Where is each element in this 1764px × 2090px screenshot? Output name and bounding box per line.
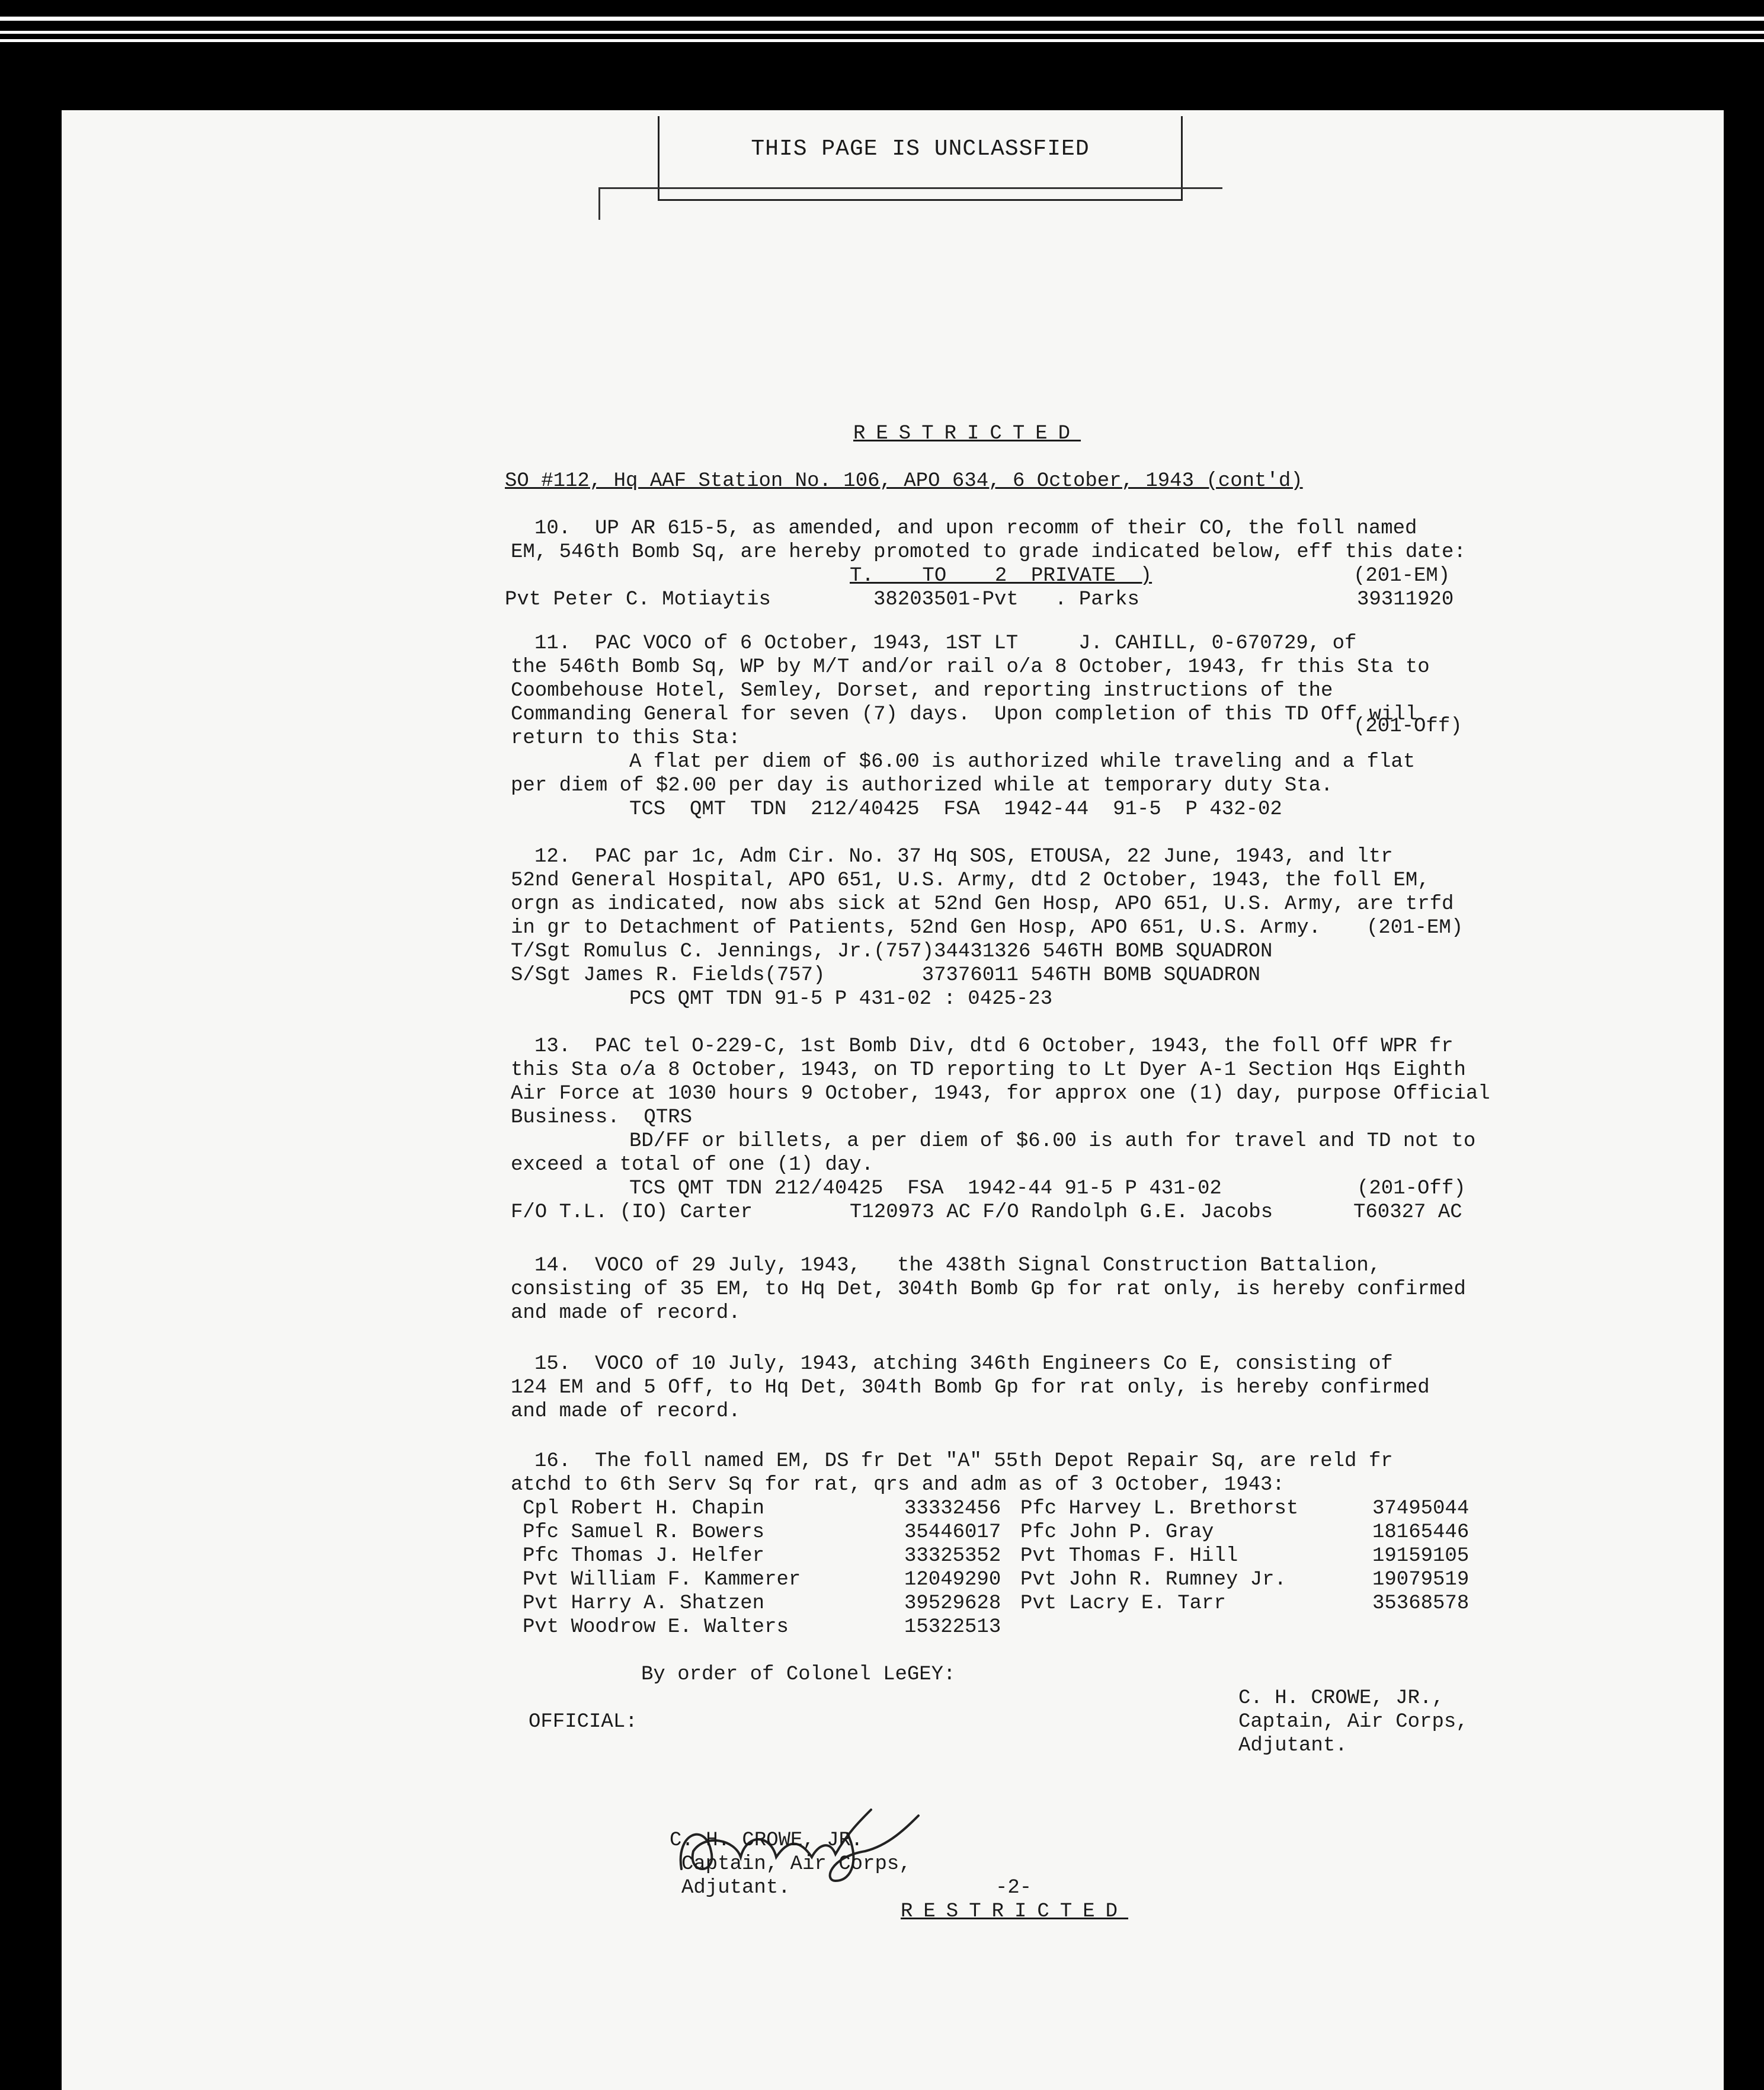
para-15-line-3: and made of record.	[511, 1400, 741, 1423]
para-13-ref: (201-Off)	[1357, 1177, 1466, 1200]
para-14-line-2: consisting of 35 EM, to Hq Det, 304th Bomb Gp for rat only, is hereby confirmed	[511, 1278, 1466, 1301]
roster-right-name: Pfc John P. Gray	[1020, 1521, 1214, 1544]
top-rule-3	[0, 39, 1764, 42]
roster-left-serial: 35446017	[904, 1521, 1001, 1544]
stamp-text: THIS PAGE IS UNCLASSFIED	[751, 136, 1090, 162]
para-11-line-4: Commanding General for seven (7) days. Upon completion of this TD Off will	[511, 703, 1418, 726]
para-10-line-3: T. TO 2 PRIVATE )	[850, 565, 1152, 587]
para-10-ref: (201-EM)	[1353, 565, 1451, 587]
para-13-mid: T120973 AC F/O Randolph G.E. Jacobs	[850, 1201, 1273, 1224]
roster-right-serial: 19159105	[1372, 1545, 1470, 1567]
para-10-line-2: EM, 546th Bomb Sq, are hereby promoted to grade indicated below, eff this date:	[511, 541, 1466, 564]
para-13-line-2: this Sta o/a 8 October, 1943, on TD reporting to Lt Dyer A-1 Section Hqs Eighth	[511, 1059, 1466, 1081]
para-13-line-5: BD/FF or billets, a per diem of $6.00 is auth for travel and TD not to	[629, 1130, 1476, 1153]
para-13-line-1: 13. PAC tel O-229-C, 1st Bomb Div, dtd 6 October, 1943, the foll Off WPR fr	[534, 1035, 1454, 1058]
para-10-serial: 39311920	[1357, 588, 1454, 611]
para-11-line-3: Coombehouse Hotel, Semley, Dorset, and reporting instructions of the	[511, 680, 1333, 702]
para-12-line-7: PCS QMT TDN 91-5 P 431-02 : 0425-23	[629, 988, 1053, 1010]
classification-footer: RESTRICTED	[901, 1900, 1129, 1923]
para-12-line-4: in gr to Detachment of Patients, 52nd Gen Hosp, APO 651, U.S. Army.	[511, 917, 1321, 939]
roster-right-name: Pfc Harvey L. Brethorst	[1020, 1497, 1299, 1520]
para-16-line-1: 16. The foll named EM, DS fr Det "A" 55th Depot Repair Sq, are reld fr	[534, 1450, 1393, 1473]
roster-left-serial: 15322513	[904, 1616, 1001, 1638]
order-by-line: By order of Colonel LeGEY:	[641, 1663, 956, 1686]
para-11-line-7: per diem of $2.00 per day is authorized while at temporary duty Sta.	[511, 774, 1333, 797]
right-signature-role: Adjutant.	[1238, 1734, 1347, 1757]
roster-left-name: Cpl Robert H. Chapin	[523, 1497, 765, 1520]
para-15-line-2: 124 EM and 5 Off, to Hq Det, 304th Bomb Gp for rat only, is hereby confirmed	[511, 1377, 1430, 1399]
roster-left-name: Pfc Thomas J. Helfer	[523, 1545, 765, 1567]
roster-right-serial: 35368578	[1372, 1592, 1470, 1615]
order-line: SO #112, Hq AAF Station No. 106, APO 634, 6 October, 1943 (cont'd)	[505, 470, 1303, 492]
top-rule-2	[0, 31, 1764, 34]
para-13-line-7: TCS QMT TDN 212/40425 FSA 1942-44 91-5 P 431-02	[629, 1177, 1222, 1200]
roster-right-name: Pvt John R. Rumney Jr.	[1020, 1569, 1286, 1591]
para-11-line-2: the 546th Bomb Sq, WP by M/T and/or rail o/a 8 October, 1943, fr this Sta to	[511, 656, 1430, 678]
roster-right-serial: 18165446	[1372, 1521, 1470, 1544]
para-12-line-2: 52nd General Hospital, APO 651, U.S. Army, dtd 2 October, 1943, the foll EM,	[511, 869, 1430, 892]
roster-left-serial: 33332456	[904, 1497, 1001, 1520]
page-number: -2-	[995, 1877, 1032, 1899]
roster-left-name: Pvt Woodrow E. Walters	[523, 1616, 789, 1638]
top-rule-1	[0, 17, 1764, 21]
para-15-line-1: 15. VOCO of 10 July, 1943, atching 346th Engineers Co E, consisting of	[534, 1353, 1393, 1375]
para-13-serial: T60327 AC	[1353, 1201, 1462, 1224]
para-11-line-6: A flat per diem of $6.00 is authorized while traveling and a flat	[629, 751, 1416, 773]
para-13-line-3: Air Force at 1030 hours 9 October, 1943, for approx one (1) day, purpose Official	[511, 1083, 1490, 1105]
roster-left-serial: 39529628	[904, 1592, 1001, 1615]
roster-right-name: Pvt Lacry E. Tarr	[1020, 1592, 1226, 1615]
para-13-name-1: F/O T.L. (IO) Carter	[511, 1201, 753, 1224]
para-11-line-1: 11. PAC VOCO of 6 October, 1943, 1ST LT J. CAHILL, 0-670729, of	[534, 632, 1357, 655]
para-10-line-1: 10. UP AR 615-5, as amended, and upon recomm of their CO, the foll named	[534, 517, 1417, 540]
para-10-name: Pvt Peter C. Motiaytis	[505, 588, 771, 611]
para-14-line-1: 14. VOCO of 29 July, 1943, the 438th Signal Construction Battalion,	[534, 1254, 1381, 1277]
signature-role: Adjutant.	[681, 1877, 790, 1899]
classification-header: RESTRICTED	[853, 423, 1081, 445]
official-label: OFFICIAL:	[529, 1711, 638, 1733]
para-13-line-6: exceed a total of one (1) day.	[511, 1154, 874, 1176]
para-14-line-3: and made of record.	[511, 1302, 741, 1324]
para-12-line-6: S/Sgt James R. Fields(757) 37376011 546TH BOMB SQUADRON	[511, 964, 1261, 987]
para-16-line-2: atchd to 6th Serv Sq for rat, qrs and adm as of 3 October, 1943:	[511, 1474, 1285, 1496]
right-signature-name: C. H. CROWE, JR.,	[1238, 1687, 1444, 1710]
signature-title: Captain, Air Corps,	[681, 1853, 911, 1875]
roster-left-name: Pfc Samuel R. Bowers	[523, 1521, 765, 1544]
para-11-line-5: return to this Sta:	[511, 727, 741, 750]
para-11-ref: (201-Off)	[1353, 715, 1462, 738]
stamp-bracket	[598, 187, 1222, 220]
roster-right-serial: 19079519	[1372, 1569, 1470, 1591]
para-10-mid: 38203501-Pvt . Parks	[873, 588, 1139, 611]
right-signature-title: Captain, Air Corps,	[1238, 1711, 1468, 1733]
roster-left-name: Pvt William F. Kammerer	[523, 1569, 801, 1591]
roster-left-serial: 33325352	[904, 1545, 1001, 1567]
document-page	[62, 110, 1724, 2090]
para-11-line-8: TCS QMT TDN 212/40425 FSA 1942-44 91-5 P 432-02	[629, 798, 1282, 821]
roster-right-name: Pvt Thomas F. Hill	[1020, 1545, 1238, 1567]
para-12-line-1: 12. PAC par 1c, Adm Cir. No. 37 Hq SOS, ETOUSA, 22 June, 1943, and ltr	[534, 846, 1393, 868]
para-12-ref: (201-EM)	[1366, 917, 1464, 939]
roster-right-serial: 37495044	[1372, 1497, 1470, 1520]
roster-left-name: Pvt Harry A. Shatzen	[523, 1592, 765, 1615]
roster-left-serial: 12049290	[904, 1569, 1001, 1591]
signature-name: C. H. CROWE, JR.	[670, 1829, 863, 1852]
para-13-line-4: Business. QTRS	[511, 1106, 693, 1129]
para-12-line-5: T/Sgt Romulus C. Jennings, Jr.(757)34431326 546TH BOMB SQUADRON	[511, 940, 1273, 963]
para-12-line-3: orgn as indicated, now abs sick at 52nd Gen Hosp, APO 651, U.S. Army, are trfd	[511, 893, 1454, 916]
